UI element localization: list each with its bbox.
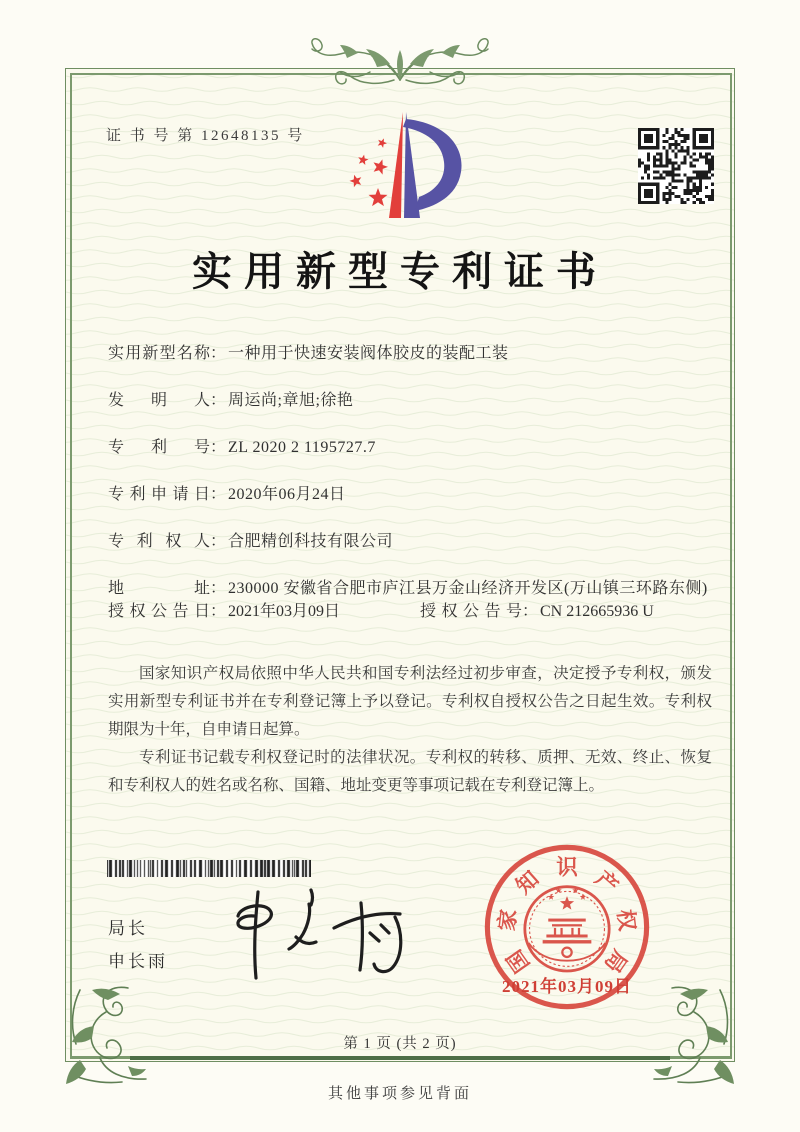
field-value: 230000 安徽省合肥市庐江县万金山经济开发区(万山镇三环路东侧): [228, 580, 708, 597]
field-colon: ：: [210, 533, 227, 550]
field-value: 合肥精创科技有限公司: [228, 533, 394, 550]
legal-text: [108, 660, 712, 800]
field-value: CN 212665936 U: [540, 603, 654, 620]
qr-code: [638, 128, 714, 204]
field-label: 专利权人: [108, 533, 210, 550]
field-label: 授权公告号: [420, 603, 522, 620]
svg-text:局: 局: [599, 945, 632, 977]
field-label: 授权公告日: [108, 603, 210, 620]
page-number: 第 1 页 (共 2 页): [343, 1036, 457, 1052]
legal-paragraph: 专利证书记载专利权登记时的法律状况。专利权的转移、质押、无效、终止、恢复和专利权人的姓名或名称、国籍、地址变更等事项记载在专利登记簿上。: [108, 749, 712, 794]
field-colon: ：: [210, 345, 227, 362]
field-colon: ：: [522, 603, 539, 620]
certificate-title: 实用新型专利证书: [192, 249, 608, 294]
field-group-grant-date: [108, 599, 420, 625]
signer-block: [108, 912, 168, 978]
field-colon: ：: [210, 486, 227, 503]
floral-ornament-top: [280, 38, 520, 100]
field-row-patent-number: [108, 435, 712, 461]
cnipa-logo: [330, 110, 480, 228]
field-row-name: [108, 341, 712, 367]
field-value: 一种用于快速安装阀体胶皮的装配工装: [228, 345, 509, 362]
svg-text:知: 知: [511, 866, 544, 899]
signer-role: 局长: [108, 919, 148, 938]
field-label: 专利号: [108, 439, 210, 456]
field-colon: ：: [210, 603, 227, 620]
barcode: [107, 860, 311, 877]
field-label: 发明人: [108, 392, 210, 409]
field-group-grant-number: [420, 599, 654, 625]
certificate-fields: [108, 341, 712, 646]
field-row-inventors: [108, 388, 712, 414]
field-value: ZL 2020 2 1195727.7: [228, 439, 376, 456]
certificate-number: 证 书 号 第 12648135 号: [106, 128, 305, 144]
back-side-note: 其他事项参见背面: [327, 1086, 472, 1102]
svg-text:识: 识: [556, 855, 578, 880]
border-bottom-bar: [130, 1056, 670, 1060]
field-value: 2021年03月09日: [228, 603, 341, 620]
legal-paragraph: 国家知识产权局依照中华人民共和国专利法经过初步审查，决定授予专利权，颁发实用新型专利证书并在专利登记簿上予以登记。专利权自授权公告之日起生效。专利权期限为十年，自申请日起算。: [108, 665, 712, 738]
field-label: 专利申请日: [108, 486, 210, 503]
field-row-patentee: [108, 529, 712, 555]
svg-text:权: 权: [612, 908, 640, 933]
svg-text:产: 产: [590, 866, 623, 899]
field-colon: ：: [210, 392, 227, 409]
field-label: 实用新型名称: [108, 345, 210, 362]
field-row-filing-date: [108, 482, 712, 508]
field-value: 2020年06月24日: [228, 486, 346, 503]
seal-date: 2021年03月09日: [502, 977, 632, 996]
signer-name: 申长雨: [108, 952, 168, 971]
director-signature: [212, 880, 422, 992]
svg-text:国: 国: [502, 945, 535, 977]
field-colon: ：: [210, 580, 227, 597]
national-emblem: [525, 887, 609, 971]
field-colon: ：: [210, 439, 227, 456]
field-value: 周运尚;章旭;徐艳: [228, 392, 354, 409]
field-label: 地址: [108, 580, 210, 597]
svg-text:家: 家: [494, 908, 522, 933]
field-row-grant: [108, 599, 712, 625]
